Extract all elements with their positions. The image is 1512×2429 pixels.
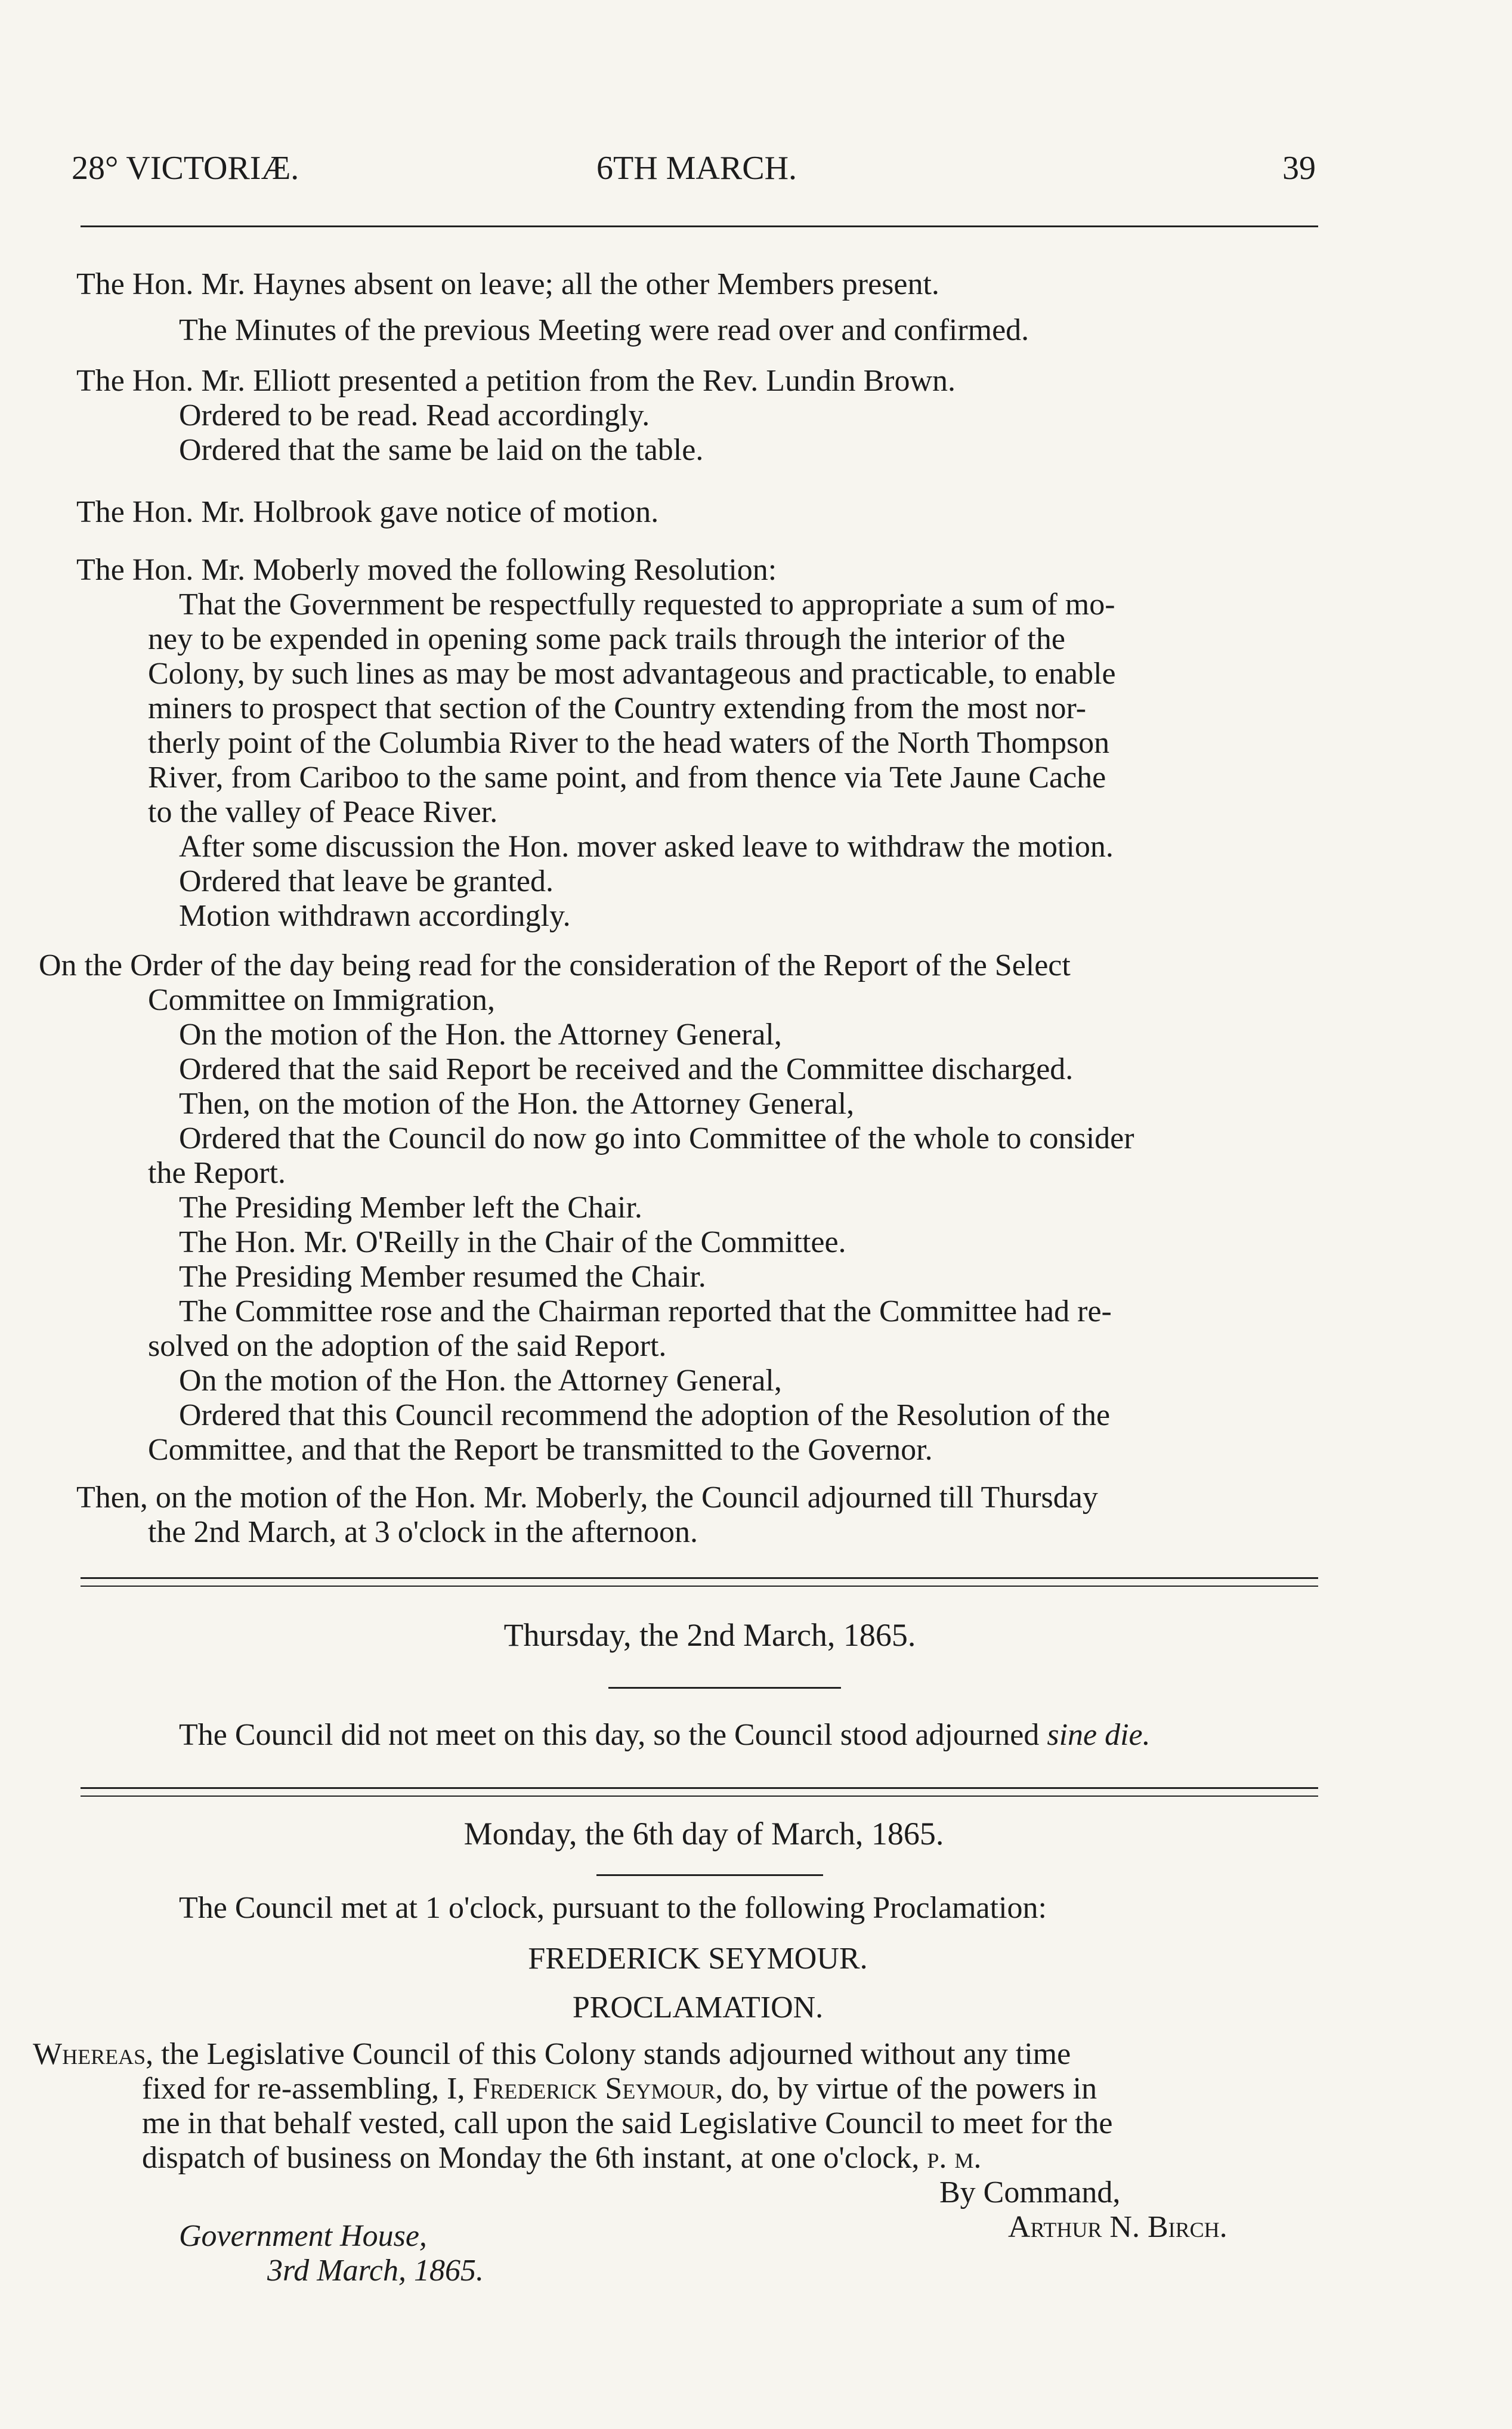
text-line: That the Government be respectfully requested to appropriate a sum of mo- — [179, 588, 1115, 622]
date-of-issue: 3rd March, 1865. — [267, 2254, 484, 2288]
text-line: After some discussion the Hon. mover asked leave to withdraw the motion. — [179, 830, 1114, 864]
sine-die-text: sine die. — [1047, 1718, 1151, 1752]
text-line: The Hon. Mr. Elliott presented a petition from the Rev. Lundin Brown. — [76, 364, 956, 398]
text-line: Committee on Immigration, — [148, 983, 496, 1017]
header-date: 6TH MARCH. — [596, 150, 797, 187]
header-page-number: 39 — [1282, 150, 1316, 187]
text-line: therly point of the Columbia River to the head waters of the North Thompson — [148, 726, 1110, 760]
text-line: Ordered that the said Report be received and the Committee discharged. — [179, 1052, 1074, 1086]
proclamation-text: dispatch of business on Monday the 6th instant, at one o'clock, — [142, 2141, 920, 2175]
text-line: the 2nd March, at 3 o'clock in the afternoon. — [148, 1515, 698, 1549]
section-heading-thursday: Thursday, the 2nd March, 1865. — [503, 1617, 916, 1653]
text-line: The Council met at 1 o'clock, pursuant to the following Proclamation: — [179, 1891, 1047, 1925]
text-line: Motion withdrawn accordingly. — [179, 899, 571, 933]
text-line — [142, 2141, 981, 2175]
governor-name-inline: Frederick Seymour — [472, 2072, 716, 2106]
text-line: miners to prospect that section of the Country extending from the most nor- — [148, 691, 1087, 725]
heading-underline — [608, 1687, 841, 1689]
text-line: The Hon. Mr. Holbrook gave notice of motion. — [76, 495, 659, 529]
text-line: The Presiding Member left the Chair. — [179, 1191, 642, 1225]
text-line: Ordered that the Council do now go into Committee of the whole to consider — [179, 1121, 1134, 1155]
text-line: The Minutes of the previous Meeting were read over and confirmed. — [179, 313, 1029, 347]
section-rule — [81, 1787, 1318, 1789]
text-line: Colony, by such lines as may be most advantageous and practicable, to enable — [148, 657, 1116, 691]
governor-name: FREDERICK SEYMOUR. — [528, 1942, 868, 1976]
proclamation-text: , the Legislative Council of this Colony stands adjourned without any time — [146, 2037, 1071, 2071]
text-line: On the Order of the day being read for the consideration of the Report of the Select — [39, 948, 1071, 982]
section-rule — [81, 1586, 1318, 1587]
heading-underline — [596, 1874, 823, 1876]
text-line — [33, 2037, 1071, 2072]
text-line: the Report. — [148, 1156, 286, 1190]
proclamation-title: PROCLAMATION. — [572, 1991, 824, 2025]
text-line: The Hon. Mr. O'Reilly in the Chair of the Committee. — [179, 1225, 846, 1259]
place-of-issue: Government House, — [179, 2219, 427, 2253]
thursday-text: The Council did not meet on this day, so the Council stood adjourned — [179, 1718, 1040, 1752]
text-line: ney to be expended in opening some pack trails through the interior of the — [148, 622, 1065, 656]
text-line: Then, on the motion of the Hon. the Attorney General, — [179, 1087, 855, 1121]
whereas-text: Whereas — [33, 2037, 146, 2071]
section-rule — [81, 1796, 1318, 1797]
text-line: Ordered to be read. Read accordingly. — [179, 398, 650, 432]
header-rule — [81, 225, 1318, 227]
text-line: Committee, and that the Report be transmitted to the Governor. — [148, 1433, 933, 1467]
pm-text: p. m. — [927, 2141, 982, 2175]
text-line: solved on the adoption of the said Report. — [148, 1329, 667, 1363]
text-line: River, from Cariboo to the same point, and from thence via Tete Jaune Cache — [148, 761, 1106, 795]
text-line: On the motion of the Hon. the Attorney General, — [179, 1364, 782, 1398]
text-line: Ordered that this Council recommend the adoption of the Resolution of the — [179, 1398, 1111, 1432]
proclamation-text: , do, by virtue of the powers in — [715, 2072, 1097, 2106]
text-line — [142, 2072, 1097, 2106]
text-line: Then, on the motion of the Hon. Mr. Moberly, the Council adjourned till Thursday — [76, 1481, 1098, 1515]
section-rule — [81, 1577, 1318, 1579]
text-line: me in that behalf vested, call upon the said Legislative Council to meet for the — [142, 2106, 1113, 2140]
signatory: Arthur N. Birch. — [1008, 2210, 1227, 2244]
text-line: Ordered that leave be granted. — [179, 864, 554, 898]
text-line: to the valley of Peace River. — [148, 795, 498, 829]
text-line: The Hon. Mr. Haynes absent on leave; all the other Members present. — [76, 267, 939, 301]
proclamation-text: fixed for re-assembling, I, — [142, 2072, 465, 2106]
text-line — [179, 1718, 1151, 1753]
text-line: Ordered that the same be laid on the table. — [179, 433, 704, 467]
text-line: The Presiding Member resumed the Chair. — [179, 1260, 706, 1294]
section-heading-monday: Monday, the 6th day of March, 1865. — [463, 1816, 944, 1852]
text-line: The Committee rose and the Chairman reported that the Committee had re- — [179, 1294, 1112, 1328]
text-line: The Hon. Mr. Moberly moved the following Resolution: — [76, 553, 777, 587]
text-line: On the motion of the Hon. the Attorney General, — [179, 1018, 782, 1052]
by-command: By Command, — [939, 2175, 1121, 2209]
header-regnal-year: 28° VICTORIÆ. — [72, 150, 299, 187]
